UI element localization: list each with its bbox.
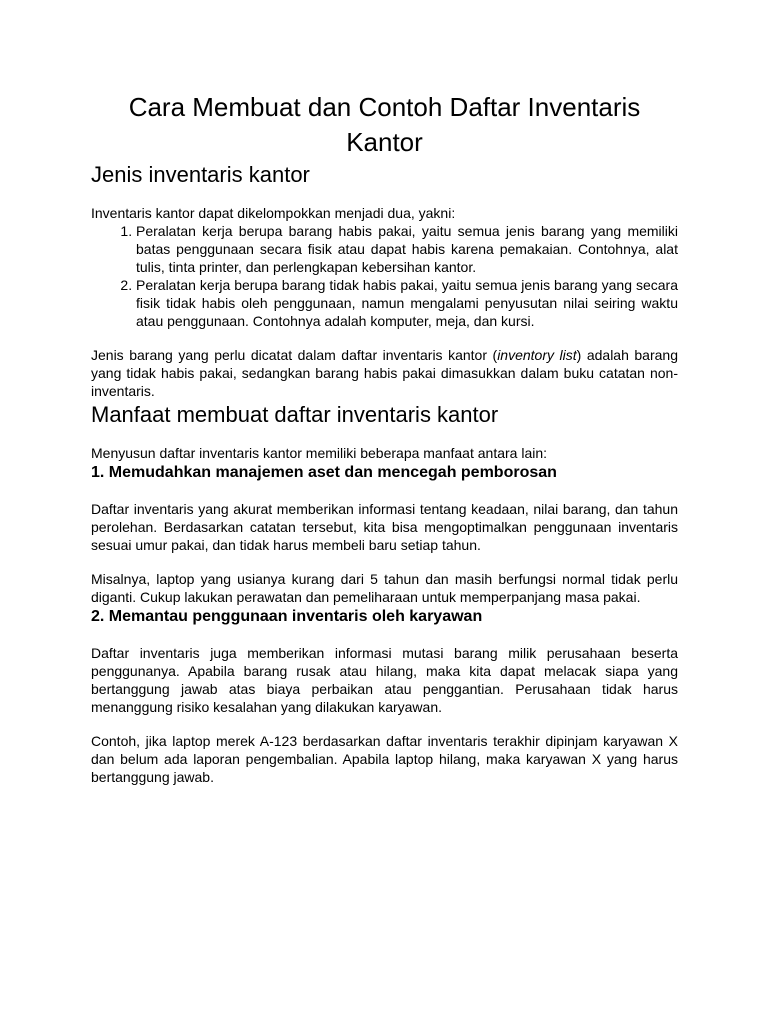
inventory-types-list [91,222,678,330]
note-italic-term: inventory list [497,347,577,363]
section1-note [91,346,678,400]
note-text-after: ) adalah barang yang tidak habis pakai, sedangkan barang habis pakai dimasukkan dalam buku catatan non-inventaris. [91,347,678,399]
section2-intro: Menyusun daftar inventaris kantor memiliki beberapa manfaat antara lain: [91,445,548,461]
sub1-paragraph-2: Misalnya, laptop yang usianya kurang dari 5 tahun dan masih berfungsi normal tidak perlu diganti. Cukup lakukan perawatan dan pemeliharaan untuk memperpanjang masa pakai. [91,571,678,605]
list-item: 2. Peralatan kerja berupa barang tidak habis pakai, yaitu semua jenis barang yang secara fisik tidak habis oleh penggunaan, namun mengalami penyusutan nilai seiring waktu atau penggunaan. Contohnya adalah komputer, meja, dan kursi. [136,276,678,330]
section-heading-jenis: Jenis inventaris kantor [91,162,310,187]
note-text-before: Jenis barang yang perlu dicatat dalam daftar inventaris kantor ( [91,347,498,363]
sub1-paragraph-1: Daftar inventaris yang akurat memberikan informasi tentang keadaan, nilai barang, dan tahun perolehan. Berdasarkan catatan tersebut, kita bisa mengoptimalkan penggunaan inventaris sesuai umur pakai, dan tidak harus membeli baru setiap tahun. [91,501,678,553]
sub2-paragraph-1: Daftar inventaris juga memberikan informasi mutasi barang milik perusahaan beserta penggunanya. Apabila barang rusak atau hilang, maka kita dapat melacak siapa yang bertanggung jawab atas biaya perbaikan atau penggantian. Perusahaan tidak harus menanggung risiko kesalahan yang dilakukan karyawan. [91,645,678,715]
document-title: Cara Membuat dan Contoh Daftar Inventaris Kantor [128,92,641,157]
sub2-paragraph-2: Contoh, jika laptop merek A-123 berdasarkan daftar inventaris terakhir dipinjam karyawan X dan belum ada laporan pengembalian. Apabila laptop hilang, maka karyawan X yang harus bertanggung jawab. [91,733,678,785]
list-item: 1. Peralatan kerja berupa barang habis pakai, yaitu semua jenis barang yang memiliki batas penggunaan secara fisik atau dapat habis karena pemakaian. Contohnya, alat tulis, tinta printer, dan perlengkapan kebersihan kantor. [136,222,678,276]
subheading-manajemen-aset: 1. Memudahkan manajemen aset dan mencegah pemborosan [91,464,557,481]
section-heading-manfaat: Manfaat membuat daftar inventaris kantor [91,402,499,427]
section1-intro: Inventaris kantor dapat dikelompokkan menjadi dua, yakni: [91,205,456,221]
subheading-memantau-penggunaan: 2. Memantau penggunaan inventaris oleh karyawan [91,608,483,625]
